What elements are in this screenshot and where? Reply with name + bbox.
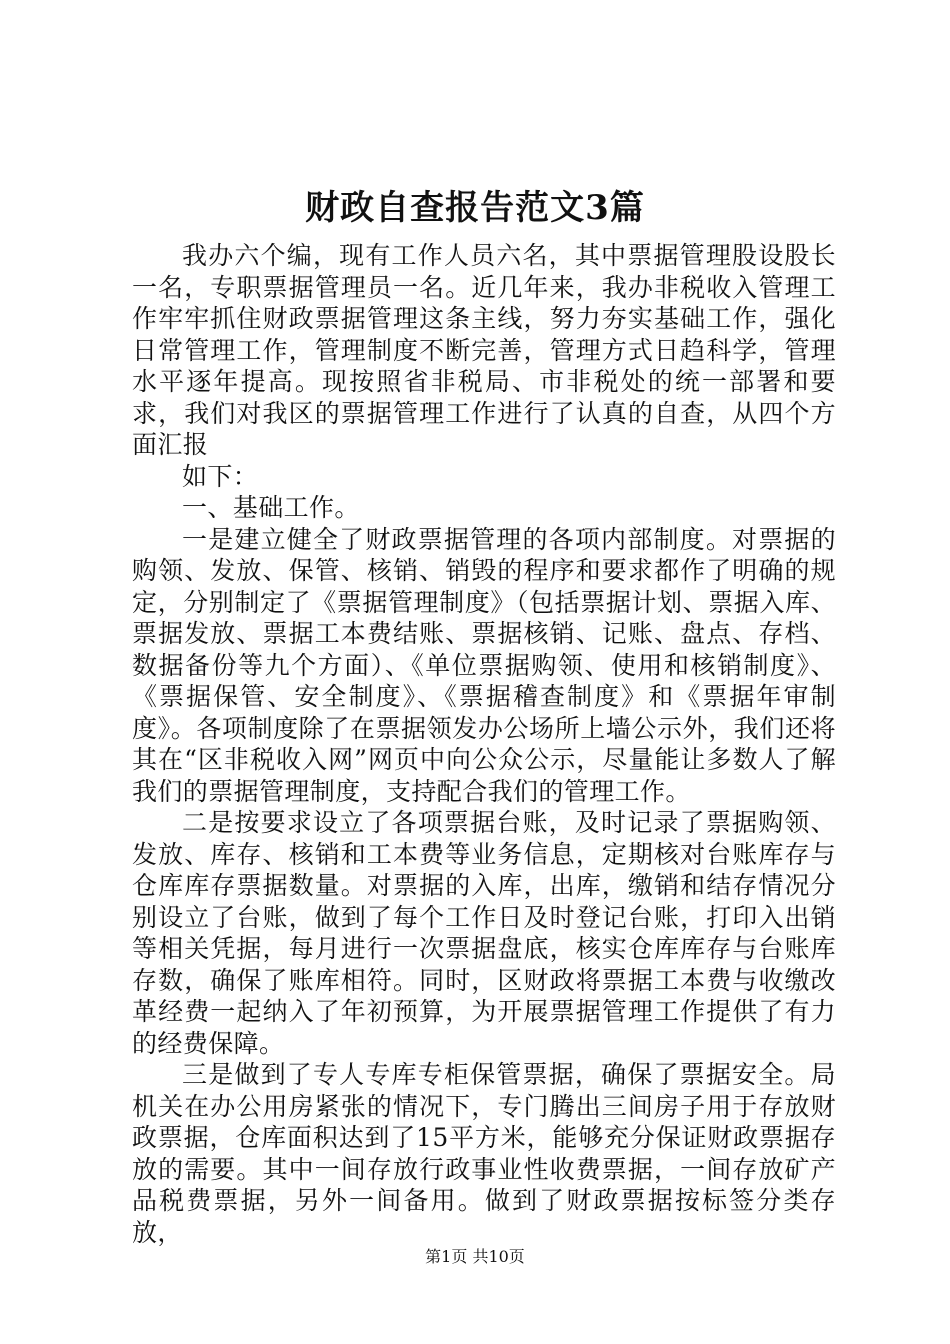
document-title: 财政自查报告范文3篇 bbox=[305, 188, 645, 228]
paragraph: 二是按要求设立了各项票据台账，及时记录了票据购领、发放、库存、核销和工本费等业务信息，定期核对台账库存与仓库库存票据数量。对票据的入库，出库，缴销和结存情况分别设立了台账，做到了每个工作日及时登记台账，打印入出销等相关凭据，每月进行一次票据盘底，核实仓库库存与台账库存数，确保了账库相符。同时，区财政将票据工本费与收缴改革经费一起纳入了年初预算，为开展票据管理工作提供了有力的经费保障。 bbox=[132, 808, 836, 1058]
page-footer: 第1页 共10页 bbox=[425, 1247, 525, 1266]
document-body bbox=[132, 240, 836, 1248]
paragraph: 如下： bbox=[182, 461, 259, 491]
paragraph: 一是建立健全了财政票据管理的各项内部制度。对票据的购领、发放、保管、核销、销毁的程序和要求都作了明确的规定，分别制定了《票据管理制度》（包括票据计划、票据入库、票据发放、票据工本费结账、票据核销、记账、盘点、存档、数据备份等九个方面）、《单位票据购领、使用和核销制度》、《票据保管、安全制度》、《票据稽查制度》和《票据年审制度》。各项制度除了在票据领发办公场所上墙公示外，我们还将其在“区非税收入网”网页中向公众公示，尽量能让多数人了解我们的票据管理制度，支持配合我们的管理工作。 bbox=[132, 524, 836, 806]
paragraph: 三是做到了专人专库专柜保管票据，确保了票据安全。局机关在办公用房紧张的情况下，专门腾出三间房子用于存放财政票据，仓库面积达到了15平方米，能够充分保证财政票据存放的需要。其中一间存放行政事业性收费票据，一间存放矿产品税费票据，另外一间备用。做到了财政票据按标签分类存放， bbox=[132, 1060, 836, 1247]
section-heading: 一、基础工作。 bbox=[182, 493, 360, 522]
paragraph: 我办六个编，现有工作人员六名，其中票据管理股设股长一名，专职票据管理员一名。近几年来，我办非税收入管理工作牢牢抓住财政票据管理这条主线，努力夯实基础工作，强化日常管理工作，管理制度不断完善，管理方式日趋科学，管理水平逐年提高。现按照省非税局、市非税处的统一部署和要求，我们对我区的票据管理工作进行了认真的自查，从四个方面汇报 bbox=[132, 241, 836, 459]
